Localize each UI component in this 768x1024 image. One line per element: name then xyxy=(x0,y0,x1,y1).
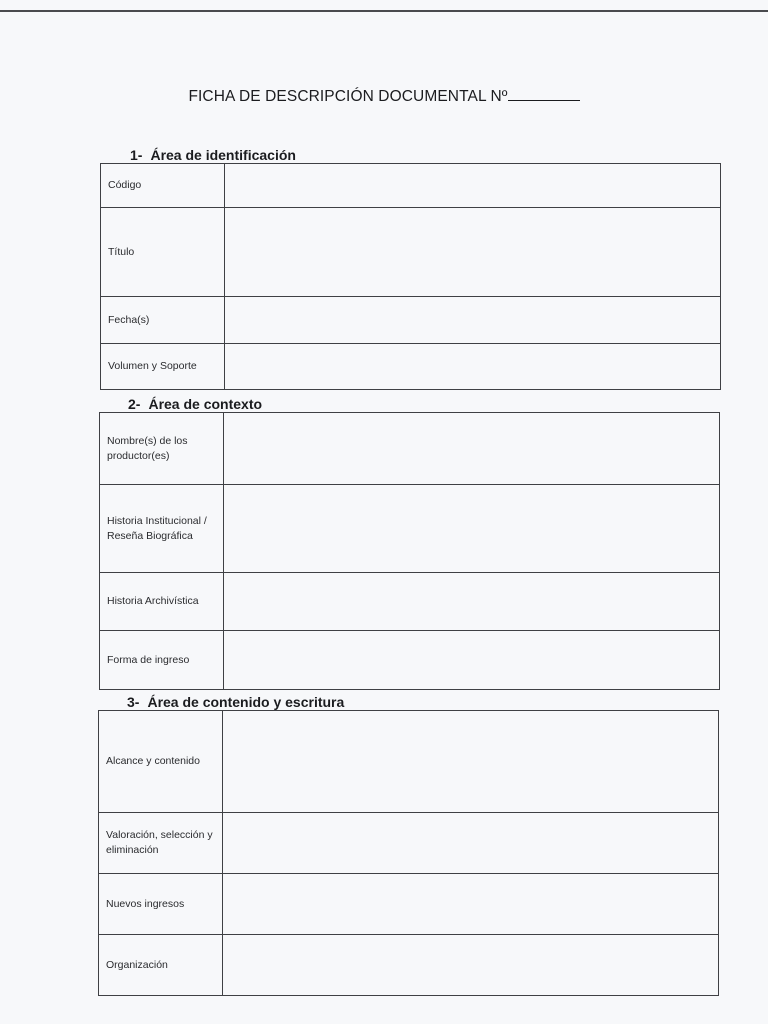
table-row xyxy=(101,164,721,208)
section-number: 2- xyxy=(128,396,141,412)
field-label: Forma de ingreso xyxy=(100,631,224,690)
alcance-contenido-field[interactable] xyxy=(223,711,719,813)
productores-field[interactable] xyxy=(224,413,720,485)
contexto-table xyxy=(99,412,720,690)
field-label: Historia Institucional / Reseña Biográfica xyxy=(100,485,224,573)
table-row xyxy=(100,485,720,573)
table-row xyxy=(101,344,721,390)
field-label: Alcance y contenido xyxy=(99,711,223,813)
field-label: Nombre(s) de los productor(es) xyxy=(100,413,224,485)
fechas-field[interactable] xyxy=(225,297,721,344)
scan-edge-line xyxy=(0,10,768,12)
section-heading-contexto xyxy=(128,396,262,412)
table-row xyxy=(100,573,720,631)
historia-institucional-field[interactable] xyxy=(224,485,720,573)
form-title xyxy=(0,86,768,106)
field-label: Nuevos ingresos xyxy=(99,874,223,935)
table-row xyxy=(101,208,721,297)
field-label: Volumen y Soporte xyxy=(101,344,225,390)
section-title: Área de contenido y escritura xyxy=(147,694,345,710)
section-title: Área de identificación xyxy=(150,147,296,163)
forma-ingreso-field[interactable] xyxy=(224,631,720,690)
form-title-text: FICHA DE DESCRIPCIÓN DOCUMENTAL Nº xyxy=(188,88,508,105)
field-label: Fecha(s) xyxy=(101,297,225,344)
field-label: Organización xyxy=(99,935,223,996)
field-label: Código xyxy=(101,164,225,208)
field-label: Historia Archivística xyxy=(100,573,224,631)
nuevos-ingresos-field[interactable] xyxy=(223,874,719,935)
contenido-table xyxy=(98,710,719,996)
section-title: Área de contexto xyxy=(148,396,263,412)
table-row xyxy=(99,711,719,813)
section-heading-identificacion xyxy=(130,147,296,163)
organizacion-field[interactable] xyxy=(223,935,719,996)
section-heading-contenido xyxy=(127,694,344,710)
table-row xyxy=(100,631,720,690)
section-number: 1- xyxy=(130,147,143,163)
identificacion-table xyxy=(100,163,721,390)
field-label: Valoración, selección y eliminación xyxy=(99,813,223,874)
valoracion-field[interactable] xyxy=(223,813,719,874)
volumen-soporte-field[interactable] xyxy=(225,344,721,390)
form-number-blank[interactable] xyxy=(508,86,580,101)
table-row xyxy=(99,935,719,996)
table-row xyxy=(101,297,721,344)
historia-archivistica-field[interactable] xyxy=(224,573,720,631)
table-row xyxy=(99,874,719,935)
field-label: Título xyxy=(101,208,225,297)
section-number: 3- xyxy=(127,694,140,710)
table-row xyxy=(100,413,720,485)
table-row xyxy=(99,813,719,874)
titulo-field[interactable] xyxy=(225,208,721,297)
codigo-field[interactable] xyxy=(225,164,721,208)
